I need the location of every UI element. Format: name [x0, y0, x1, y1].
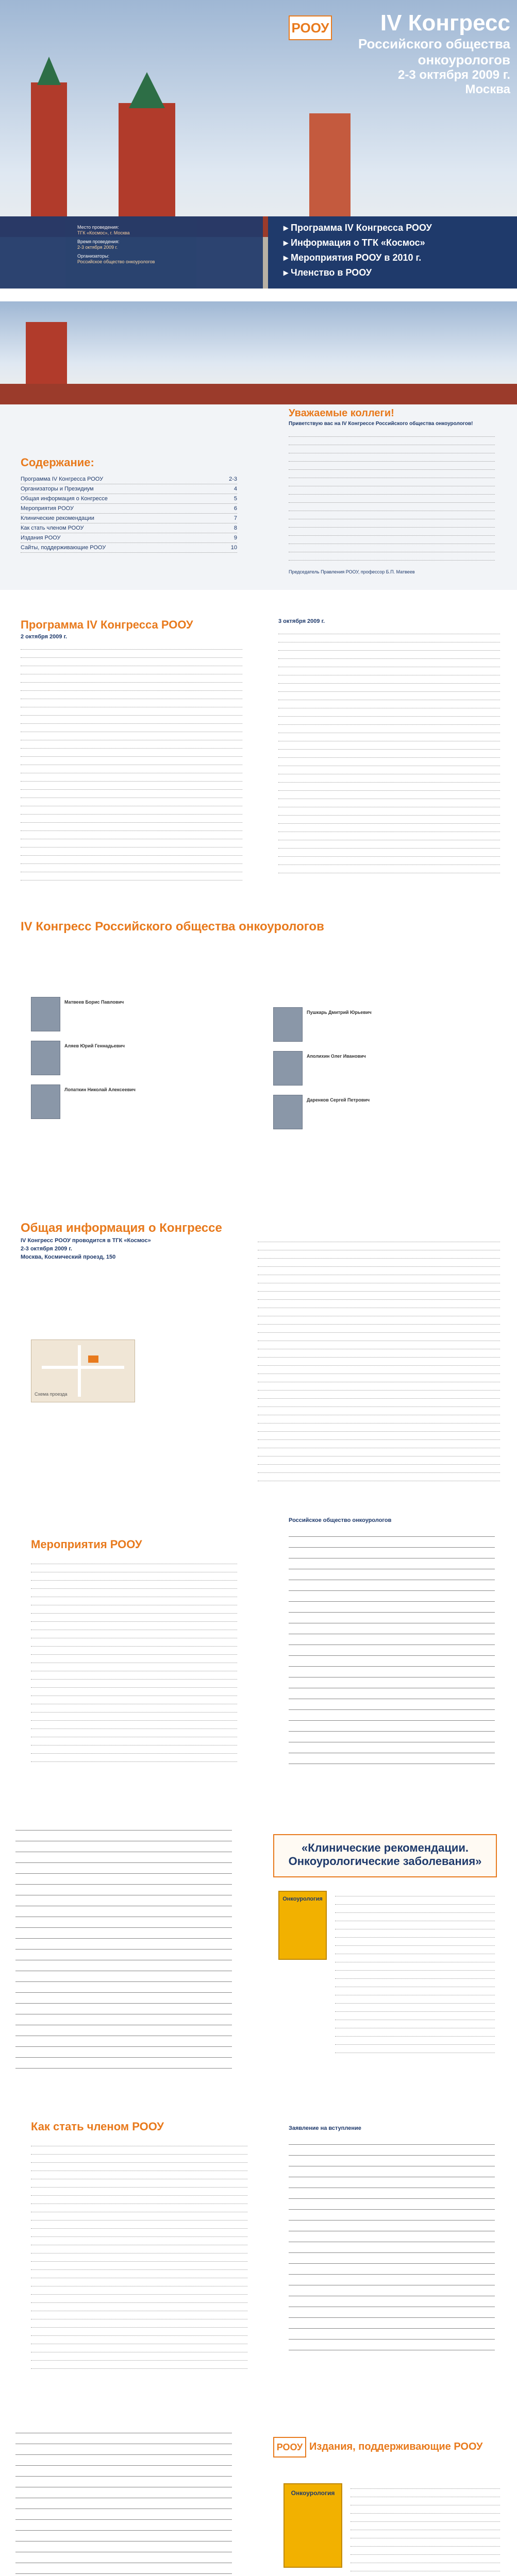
- recommend-page: [0, 1808, 517, 2097]
- cover-city: Москва: [465, 82, 510, 96]
- logo-text: РООУ: [291, 20, 329, 36]
- general-sub2: 2-3 октября 2009 г.: [21, 1246, 72, 1252]
- person-photo: [273, 1007, 303, 1042]
- welcome-heading: Уважаемые коллеги!: [289, 408, 394, 419]
- journal-cover: [283, 2483, 342, 2568]
- toc-label: Программа IV Конгресса РООУ: [21, 476, 104, 482]
- toc-page: 7: [234, 515, 237, 521]
- program-col-right: [278, 629, 500, 881]
- info-line: 2-3 октября 2009 г.: [77, 245, 118, 250]
- membership-text: [31, 2141, 247, 2383]
- toc: [21, 456, 237, 553]
- program-title: Программа IV Конгресса РООУ: [21, 618, 193, 631]
- person-photo: [31, 1041, 60, 1075]
- toc-item[interactable]: [21, 543, 237, 553]
- cover-info-band: [0, 216, 263, 289]
- welcome-page: [0, 301, 517, 590]
- toc-item[interactable]: [21, 494, 237, 504]
- person-name: Матвеев Борис Павлович: [64, 999, 124, 1005]
- toc-label: Организаторы и Президиум: [21, 486, 94, 492]
- organizers-page: [0, 904, 517, 1193]
- journal-title: Онкоурология: [291, 2489, 335, 2497]
- toc-label: Общая информация о Конгрессе: [21, 496, 108, 502]
- toc-item[interactable]: [21, 514, 237, 523]
- person-name: Пушкарь Дмитрий Юрьевич: [307, 1010, 372, 1015]
- program-day1: 2 октября 2009 г.: [21, 634, 68, 640]
- map-label: Схема проезда: [35, 1392, 68, 1397]
- cover-menu-item[interactable]: ▸ Членство в РООУ: [283, 267, 372, 278]
- person-photo: [31, 997, 60, 1031]
- toc-page: 10: [230, 545, 237, 551]
- recommend-title-1: «Клинические рекомендации.: [301, 1841, 469, 1854]
- person-name: Аляев Юрий Геннадьевич: [64, 1043, 125, 1048]
- recommend-book: [278, 1891, 327, 1960]
- toc-label: Мероприятия РООУ: [21, 505, 74, 512]
- events-form: [289, 1530, 495, 1783]
- general-page: [0, 1206, 517, 1494]
- cover-title-line1: IV Конгресс: [380, 10, 510, 36]
- membership-right-title: Заявление на вступление: [289, 2125, 361, 2131]
- person-name: Даренков Сергей Петрович: [307, 1097, 370, 1103]
- cover-menu-item[interactable]: ▸ Информация о ТГК «Космос»: [283, 238, 425, 248]
- recommend-title-2: Онкоурологические заболевания»: [288, 1855, 482, 1868]
- cover-menu-item[interactable]: ▸ Мероприятия РООУ в 2010 г.: [283, 252, 422, 263]
- program-col-left: [21, 644, 242, 881]
- toc-page: 8: [234, 525, 237, 531]
- info-line: Российское общество онкоурологов: [77, 259, 155, 264]
- cover-menu-band: [268, 216, 517, 289]
- toc-label: Как стать членом РООУ: [21, 525, 84, 531]
- toc-item[interactable]: [21, 533, 237, 543]
- person-photo: [273, 1051, 303, 1086]
- membership-form: [289, 2138, 495, 2385]
- program-day2: 3 октября 2009 г.: [278, 618, 325, 624]
- publications-text: [351, 2483, 500, 2576]
- toc-page: 5: [234, 496, 237, 502]
- organizers-title: IV Конгресс Российского общества онкоурологов: [21, 920, 324, 934]
- info-line: ТГК «Космос», г. Москва: [77, 230, 130, 235]
- roou-logo: [289, 15, 332, 40]
- cover-date: 2-3 октября 2009 г.: [398, 68, 510, 82]
- welcome-photo: [0, 301, 517, 404]
- toc-item[interactable]: [21, 474, 237, 484]
- toc-label: Сайты, поддерживающие РООУ: [21, 545, 106, 551]
- info-line: Организаторы:: [77, 253, 110, 259]
- membership-page: [0, 2110, 517, 2398]
- cover-menu-item[interactable]: ▸ Программа IV Конгресса РООУ: [283, 223, 432, 233]
- venue-map: [31, 1340, 135, 1402]
- toc-page: 6: [234, 505, 237, 512]
- events-title: Мероприятия РООУ: [31, 1538, 142, 1551]
- general-sub3: Москва, Космический проезд, 150: [21, 1254, 116, 1260]
- person-photo: [273, 1095, 303, 1129]
- welcome-signature: Председатель Правления РООУ, профессор Б.П. Матвеев: [289, 569, 415, 574]
- toc-item[interactable]: [21, 504, 237, 514]
- info-line: Место проведения:: [77, 225, 119, 230]
- book-title: Онкоурология: [282, 1896, 323, 1902]
- general-sub1: IV Конгресс РООУ проводится в ТГК «Космос»: [21, 1238, 151, 1244]
- events-page: [0, 1507, 517, 1795]
- publications-form: [15, 2427, 232, 2576]
- person-name: Лопаткин Николай Алексеевич: [64, 1087, 136, 1092]
- toc-item[interactable]: [21, 523, 237, 533]
- recommend-form: [15, 1824, 232, 2081]
- person-photo: [31, 1084, 60, 1119]
- toc-label: Издания РООУ: [21, 535, 61, 541]
- publications-title: Издания, поддерживающие РООУ: [309, 2441, 483, 2452]
- program-page: [0, 603, 517, 891]
- membership-title: Как стать членом РООУ: [31, 2120, 164, 2133]
- events-text: [31, 1558, 237, 1780]
- toc-label: Клинические рекомендации: [21, 515, 94, 521]
- toc-page: 2-3: [229, 476, 237, 482]
- recommend-text: [335, 1891, 495, 2076]
- info-line: Время проведения:: [77, 239, 120, 244]
- toc-title: Содержание:: [21, 456, 94, 469]
- welcome-subheading: Приветствую вас на IV Конгрессе Российского общества онкоурологов!: [289, 421, 473, 427]
- toc-page: 4: [234, 486, 237, 492]
- publications-page: [0, 2411, 517, 2576]
- events-right-title: Российское общество онкоурологов: [289, 1517, 392, 1523]
- cover-title: [335, 10, 510, 97]
- logo-text: РООУ: [276, 2442, 303, 2452]
- cover-page: [0, 0, 517, 289]
- cover-title-line2: Российского общества: [358, 36, 510, 52]
- general-title: Общая информация о Конгрессе: [21, 1221, 222, 1235]
- publications-logo: [273, 2437, 306, 2458]
- toc-item[interactable]: [21, 484, 237, 494]
- welcome-letter: [289, 431, 495, 575]
- recommend-title-box: [273, 1834, 497, 1877]
- toc-page: 9: [234, 535, 237, 541]
- person-name: Аполихин Олег Иванович: [307, 1054, 366, 1059]
- cover-title-line3: онкоурологов: [418, 52, 510, 67]
- general-col-right: [258, 1236, 500, 1484]
